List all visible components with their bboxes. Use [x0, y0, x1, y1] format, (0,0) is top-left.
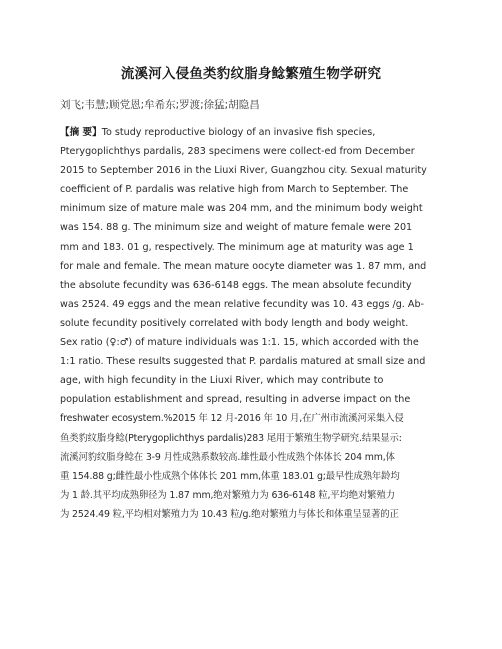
abstract-body — [60, 123, 446, 524]
abstract-line: for male and female. The mean mature oocyte diameter was 1. 87 mm, and — [60, 260, 427, 272]
abstract-line: Pterygoplichthys pardalis, 283 specimens were collect-ed from December — [60, 146, 415, 158]
abstract-line: 流溪河豹纹脂身鲶在 3-9 月性成熟系数较高.雄性最小性成熟个体体长 204 mm,体 — [60, 451, 395, 463]
abstract-line: coefficient of P. pardalis was relative high from March to September. The — [60, 184, 409, 196]
paper-title: 流溪河入侵鱼类豹纹脂身鲶繁殖生物学研究 — [120, 66, 382, 82]
abstract-line: mm and 183. 01 g, respectively. The minimum age at maturity was age 1 — [60, 241, 414, 253]
abstract-line: freshwater ecosystem.%2015 年 12 月-2016 年 10 月,在广州市流溪河采集入侵 — [60, 413, 404, 425]
abstract-label: 【摘 要】 — [60, 127, 102, 138]
author-list: 刘飞;韦慧;顾党恩;牟希东;罗渡;徐猛;胡隐昌 — [60, 99, 260, 111]
abstract-line: 2015 to September 2016 in the Liuxi River, Guangzhou city. Sexual maturity — [60, 165, 427, 177]
abstract-line: 为 1 龄.其平均成熟卵径为 1.87 mm,绝对繁殖力为 636-6148 粒,平均绝对繁殖力 — [60, 489, 395, 501]
abstract-line: population establishment and spread, resulting in adverse impact on the — [60, 394, 411, 406]
abstract-line: the absolute fecundity was 636-6148 eggs. The mean absolute fecundity — [60, 279, 412, 291]
abstract-line: 鱼类豹纹脂身鲶(Pterygoplichthys pardalis)283 尾用于繁殖生物学研究.结果显示: — [60, 432, 402, 444]
abstract-line: minimum size of mature male was 204 mm, and the minimum body weight — [60, 203, 423, 215]
abstract-line: 【摘 要】To study reproductive biology of an invasive fish species, — [60, 127, 376, 138]
abstract-line: was 2524. 49 eggs and the mean relative fecundity was 10. 43 eggs /g. Ab- — [60, 298, 425, 310]
abstract-line: solute fecundity positively correlated with body length and body weight. — [60, 317, 409, 329]
abstract-line: Sex ratio (♀:♂) of mature individuals was 1:1. 15, which accorded with the — [60, 337, 419, 349]
abstract-line: age, with high fecundity in the Liuxi River, which may contribute to — [60, 375, 384, 387]
abstract-line: 为 2524.49 粒,平均相对繁殖力为 10.43 粒/g.绝对繁殖力与体长和体重呈显著的正 — [60, 508, 399, 520]
abstract-line: 1:1 ratio. These results suggested that P. pardalis matured at small size and — [60, 356, 426, 368]
abstract-line: was 154. 88 g. The minimum size and weight of mature female were 201 — [60, 222, 413, 234]
abstract-line: 重 154.88 g;雌性最小性成熟个体体长 201 mm,体重 183.01 g;最早性成熟年龄均 — [60, 470, 400, 482]
